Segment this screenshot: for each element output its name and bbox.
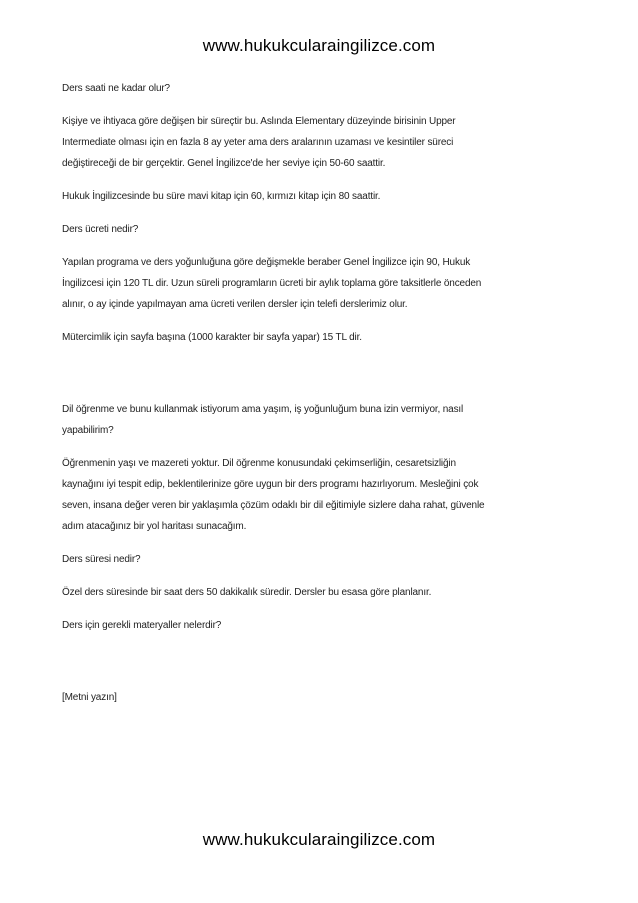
- text-line: Yapılan programa ve ders yoğunluğuna göre değişmekle beraber Genel İngilizce için 90, Hukuk: [62, 257, 471, 268]
- question-lesson-hours: [62, 78, 582, 99]
- text-line: değiştireceği de bir gerçektir. Genel İngilizce'de her seviye için 50-60 saattir.: [62, 158, 386, 169]
- answer-legal-english-hours: [62, 186, 582, 207]
- answer-age-workload: [62, 453, 582, 537]
- text-line: Ders için gerekli materyaller nelerdir?: [62, 620, 222, 631]
- text-line: Hukuk İngilizcesinde bu süre mavi kitap için 60, kırmızı kitap için 80 saattir.: [62, 191, 381, 202]
- footer-website-url: www.hukukcularaingilizce.com: [202, 830, 436, 849]
- question-materials: [62, 615, 582, 636]
- document-body: [62, 78, 582, 708]
- text-line: alınır, o ay içinde yapılmayan ama ücreti verilen dersler için telefi derslerimiz olur.: [62, 299, 408, 310]
- text-line: Mütercimlik için sayfa başına (1000 karakter bir sayfa yapar) 15 TL dir.: [62, 332, 362, 343]
- answer-lesson-duration: [62, 582, 582, 603]
- answer-lesson-hours: [62, 111, 582, 174]
- text-line: [Metni yazın]: [62, 692, 117, 703]
- question-age-workload: [62, 399, 582, 441]
- question-lesson-fee: [62, 219, 582, 240]
- text-line: adım atacağınız bir yol haritası sunacağım.: [62, 521, 247, 532]
- text-line: seven, insana değer veren bir yaklaşımla çözüm odaklı bir dil eğitimiyle sizlere daha rahat, güvenle: [62, 500, 485, 511]
- question-lesson-duration: [62, 549, 582, 570]
- text-line: yapabilirim?: [62, 425, 114, 436]
- text-line: Özel ders süresinde bir saat ders 50 dakikalık süredir. Dersler bu esasa göre planlanır.: [62, 587, 432, 598]
- text-line: Ders ücreti nedir?: [62, 224, 139, 235]
- placeholder-text: [62, 687, 582, 708]
- text-line: Kişiye ve ihtiyaca göre değişen bir süreçtir bu. Aslında Elementary düzeyinde birisinin Upper: [62, 116, 456, 127]
- header-website-url: www.hukukcularaingilizce.com: [202, 36, 436, 55]
- text-line: Ders saati ne kadar olur?: [62, 83, 170, 94]
- text-line: Öğrenmenin yaşı ve mazereti yoktur. Dil öğrenme konusundaki çekimserliğin, cesaretsizliğin: [62, 458, 456, 469]
- answer-translation-fee: [62, 327, 582, 348]
- text-line: Ders süresi nedir?: [62, 554, 141, 565]
- answer-lesson-fee: [62, 252, 582, 315]
- text-line: Intermediate olması için en fazla 8 ay yeter ama ders aralarının uzaması ve kesintiler süreci: [62, 137, 454, 148]
- text-line: kaynağını iyi tespit edip, beklentilerinize göre uygun bir ders programı hazırlıyorum. Mesleğini çok: [62, 479, 479, 490]
- text-line: İngilizcesi için 120 TL dir. Uzun süreli programların ücreti bir aylık toplama göre taksitlerle önceden: [62, 278, 482, 289]
- text-line: Dil öğrenme ve bunu kullanmak istiyorum ama yaşım, iş yoğunluğum buna izin vermiyor, nasıl: [62, 404, 464, 415]
